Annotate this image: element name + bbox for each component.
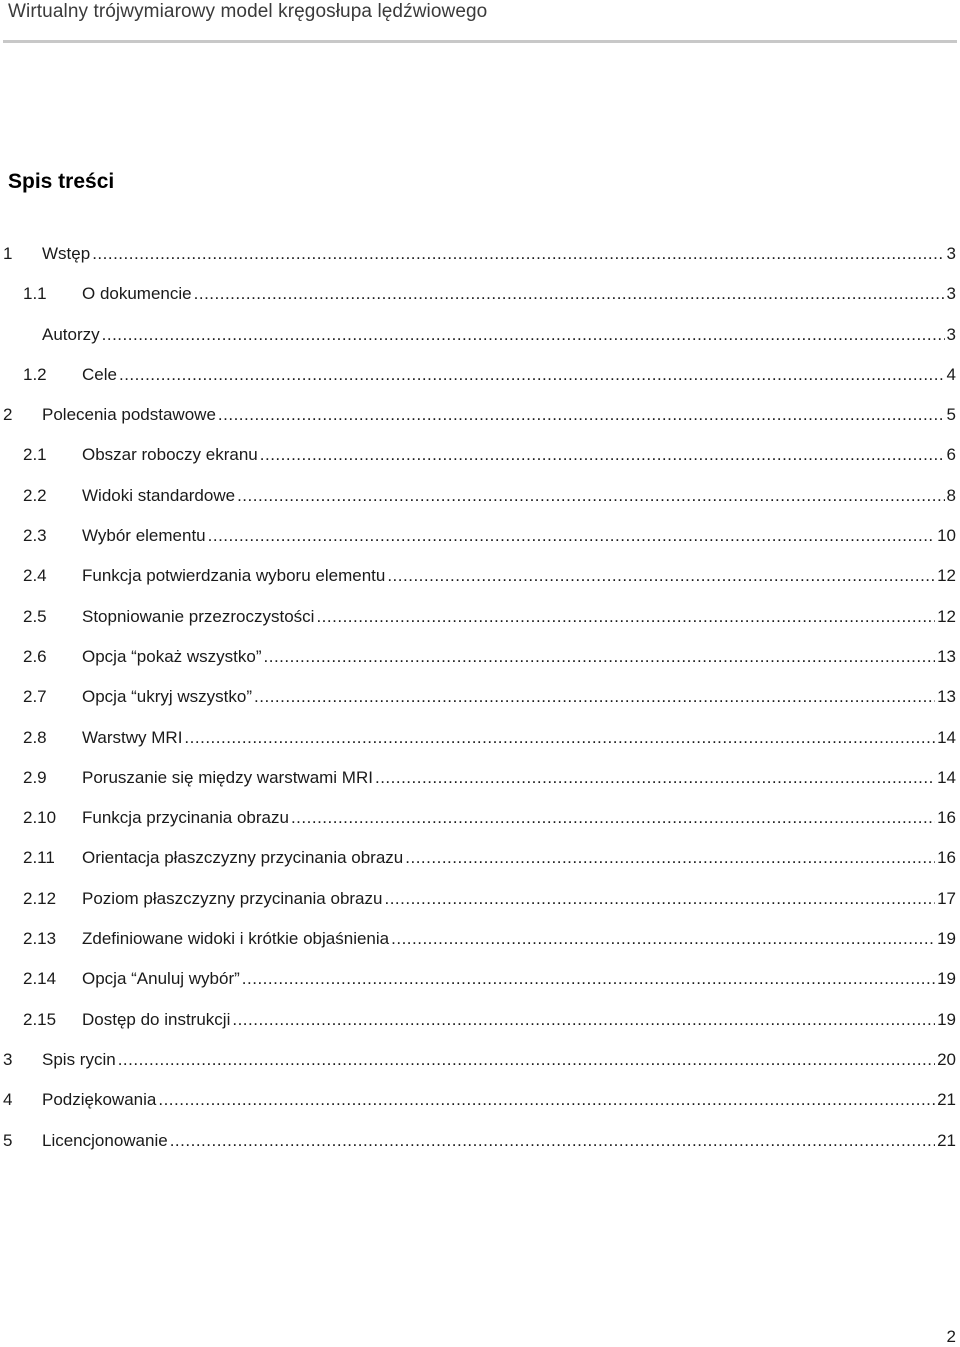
toc-entry[interactable] <box>0 443 960 483</box>
toc-entry-number: 2 <box>3 405 13 425</box>
toc-entry-title: Polecenia podstawowe <box>42 405 216 425</box>
toc-entry-number: 2.6 <box>23 646 47 666</box>
dot-leader <box>254 685 935 709</box>
toc-entry-page: 16 <box>937 848 956 868</box>
toc-entry[interactable] <box>0 726 960 766</box>
toc-entry-page: 13 <box>937 646 956 666</box>
toc-entry-title: Zdefiniowane widoki i krótkie objaśnienia <box>82 929 390 949</box>
dot-leader <box>118 1048 935 1072</box>
toc-entry-number: 2.2 <box>23 485 47 505</box>
toc-entry-page: 8 <box>946 485 956 505</box>
toc-entry-title: Wstęp <box>42 244 91 263</box>
dot-leader <box>291 806 935 830</box>
toc-entry[interactable] <box>0 846 960 886</box>
toc-entry-page: 14 <box>937 727 956 747</box>
toc-entry[interactable] <box>0 524 960 564</box>
table-of-contents <box>0 242 960 1169</box>
toc-entry-number: 2.5 <box>23 606 47 626</box>
toc-entry[interactable] <box>0 967 960 1007</box>
document-header-title: Wirtualny trójwymiarowy model kręgosłupa lędźwiowego <box>8 1 488 22</box>
toc-entry[interactable] <box>0 484 960 524</box>
toc-entry[interactable] <box>0 403 960 443</box>
toc-entry-page: 5 <box>946 405 956 425</box>
dot-leader <box>387 564 935 588</box>
toc-entry[interactable] <box>0 1008 960 1048</box>
toc-entry-title: Opcja “pokaż wszystko” <box>82 646 262 666</box>
toc-entry-number: 2.3 <box>23 526 47 546</box>
dot-leader <box>375 766 935 790</box>
toc-entry[interactable] <box>0 363 960 403</box>
toc-entry-page: 19 <box>937 929 956 949</box>
dot-leader <box>218 403 945 427</box>
toc-entry-number: 1 <box>3 244 13 263</box>
toc-entry[interactable] <box>0 282 960 322</box>
toc-entry-title: Wybór elementu <box>82 526 206 546</box>
toc-entry-title: Opcja “ukryj wszystko” <box>82 687 253 707</box>
toc-entry-page: 19 <box>937 1009 956 1029</box>
toc-entry-page: 6 <box>946 445 956 465</box>
toc-entry-number: 2.8 <box>23 727 47 747</box>
toc-entry-page: 3 <box>946 244 956 263</box>
toc-entry[interactable] <box>0 564 960 604</box>
dot-leader <box>316 605 935 629</box>
toc-entry-number: 5 <box>3 1130 13 1150</box>
dot-leader <box>92 242 944 266</box>
toc-entry-number: 2.1 <box>23 445 47 465</box>
toc-entry[interactable] <box>0 645 960 685</box>
toc-entry-page: 10 <box>937 526 956 546</box>
dot-leader <box>184 726 935 750</box>
toc-heading: Spis treści <box>8 170 115 193</box>
toc-entry-page: 12 <box>937 566 956 586</box>
dot-leader <box>232 1008 935 1032</box>
toc-entry-page: 4 <box>946 364 956 384</box>
toc-entry-title: Autorzy <box>42 324 100 344</box>
toc-entry[interactable] <box>0 806 960 846</box>
toc-entry[interactable] <box>0 766 960 806</box>
toc-entry-title: Podziękowania <box>42 1090 157 1110</box>
dot-leader <box>119 363 945 387</box>
toc-entry-page: 13 <box>937 687 956 707</box>
dot-leader <box>237 484 944 508</box>
page-number: 2 <box>946 1327 956 1346</box>
dot-leader <box>170 1129 935 1153</box>
toc-entry-number: 2.7 <box>23 687 47 707</box>
toc-entry[interactable] <box>0 323 960 363</box>
toc-entry[interactable] <box>0 1088 960 1128</box>
toc-entry-title: Warstwy MRI <box>82 727 183 747</box>
toc-entry[interactable] <box>0 685 960 725</box>
toc-entry-title: Spis rycin <box>42 1049 116 1069</box>
toc-entry-title: Poruszanie się między warstwami MRI <box>82 767 373 787</box>
toc-entry[interactable] <box>0 927 960 967</box>
toc-entry-title: Cele <box>82 364 117 384</box>
dot-leader <box>158 1088 935 1112</box>
toc-entry-title: Licencjonowanie <box>42 1130 168 1150</box>
toc-entry-title: O dokumencie <box>82 284 192 304</box>
toc-entry-page: 12 <box>937 606 956 626</box>
toc-entry-title: Dostęp do instrukcji <box>82 1009 231 1029</box>
toc-entry-number: 2.9 <box>23 767 47 787</box>
dot-leader <box>405 846 935 870</box>
toc-entry-page: 21 <box>937 1130 956 1150</box>
dot-leader <box>384 887 935 911</box>
toc-entry-title: Orientacja płaszczyzny przycinania obrazu <box>82 848 404 868</box>
header-divider <box>3 40 957 43</box>
toc-entry-number: 1.1 <box>23 284 47 304</box>
toc-entry-number: 2.13 <box>23 929 57 949</box>
toc-entry-page: 17 <box>937 888 956 908</box>
toc-entry-page: 20 <box>937 1049 956 1069</box>
dot-leader <box>208 524 935 548</box>
toc-entry-number: 2.10 <box>23 808 57 828</box>
toc-entry-title: Obszar roboczy ekranu <box>82 445 258 465</box>
toc-entry-title: Opcja “Anuluj wybór” <box>82 969 240 989</box>
toc-entry-number: 2.4 <box>23 566 47 586</box>
toc-entry-number: 2.14 <box>23 969 57 989</box>
toc-entry-number: 4 <box>3 1090 13 1110</box>
toc-entry-page: 19 <box>937 969 956 989</box>
dot-leader <box>260 443 945 467</box>
toc-entry-title: Poziom płaszczyzny przycinania obrazu <box>82 888 383 908</box>
toc-entry-page: 3 <box>946 324 956 344</box>
dot-leader <box>194 282 945 306</box>
toc-entry-title: Funkcja przycinania obrazu <box>82 808 289 828</box>
toc-entry-page: 21 <box>937 1090 956 1110</box>
toc-entry-page: 3 <box>946 284 956 304</box>
toc-entry[interactable] <box>0 1129 960 1169</box>
toc-entry-title: Funkcja potwierdzania wyboru elementu <box>82 566 386 586</box>
toc-entry-title: Widoki standardowe <box>82 485 236 505</box>
toc-entry-number: 2.15 <box>23 1009 57 1029</box>
dot-leader <box>391 927 935 951</box>
toc-entry[interactable] <box>0 1048 960 1088</box>
dot-leader <box>102 323 945 347</box>
toc-entry-number: 2.11 <box>23 848 55 868</box>
toc-entry[interactable] <box>0 605 960 645</box>
toc-entry-number: 1.2 <box>23 364 47 384</box>
toc-entry-title: Stopniowanie przezroczystości <box>82 606 315 626</box>
toc-entry-page: 14 <box>937 767 956 787</box>
toc-entry-number: 2.12 <box>23 888 57 908</box>
dot-leader <box>264 645 936 669</box>
toc-entry[interactable] <box>0 887 960 927</box>
dot-leader <box>242 967 935 991</box>
toc-entry-number: 3 <box>3 1049 13 1069</box>
toc-entry[interactable] <box>0 242 960 282</box>
toc-entry-page: 16 <box>937 808 956 828</box>
